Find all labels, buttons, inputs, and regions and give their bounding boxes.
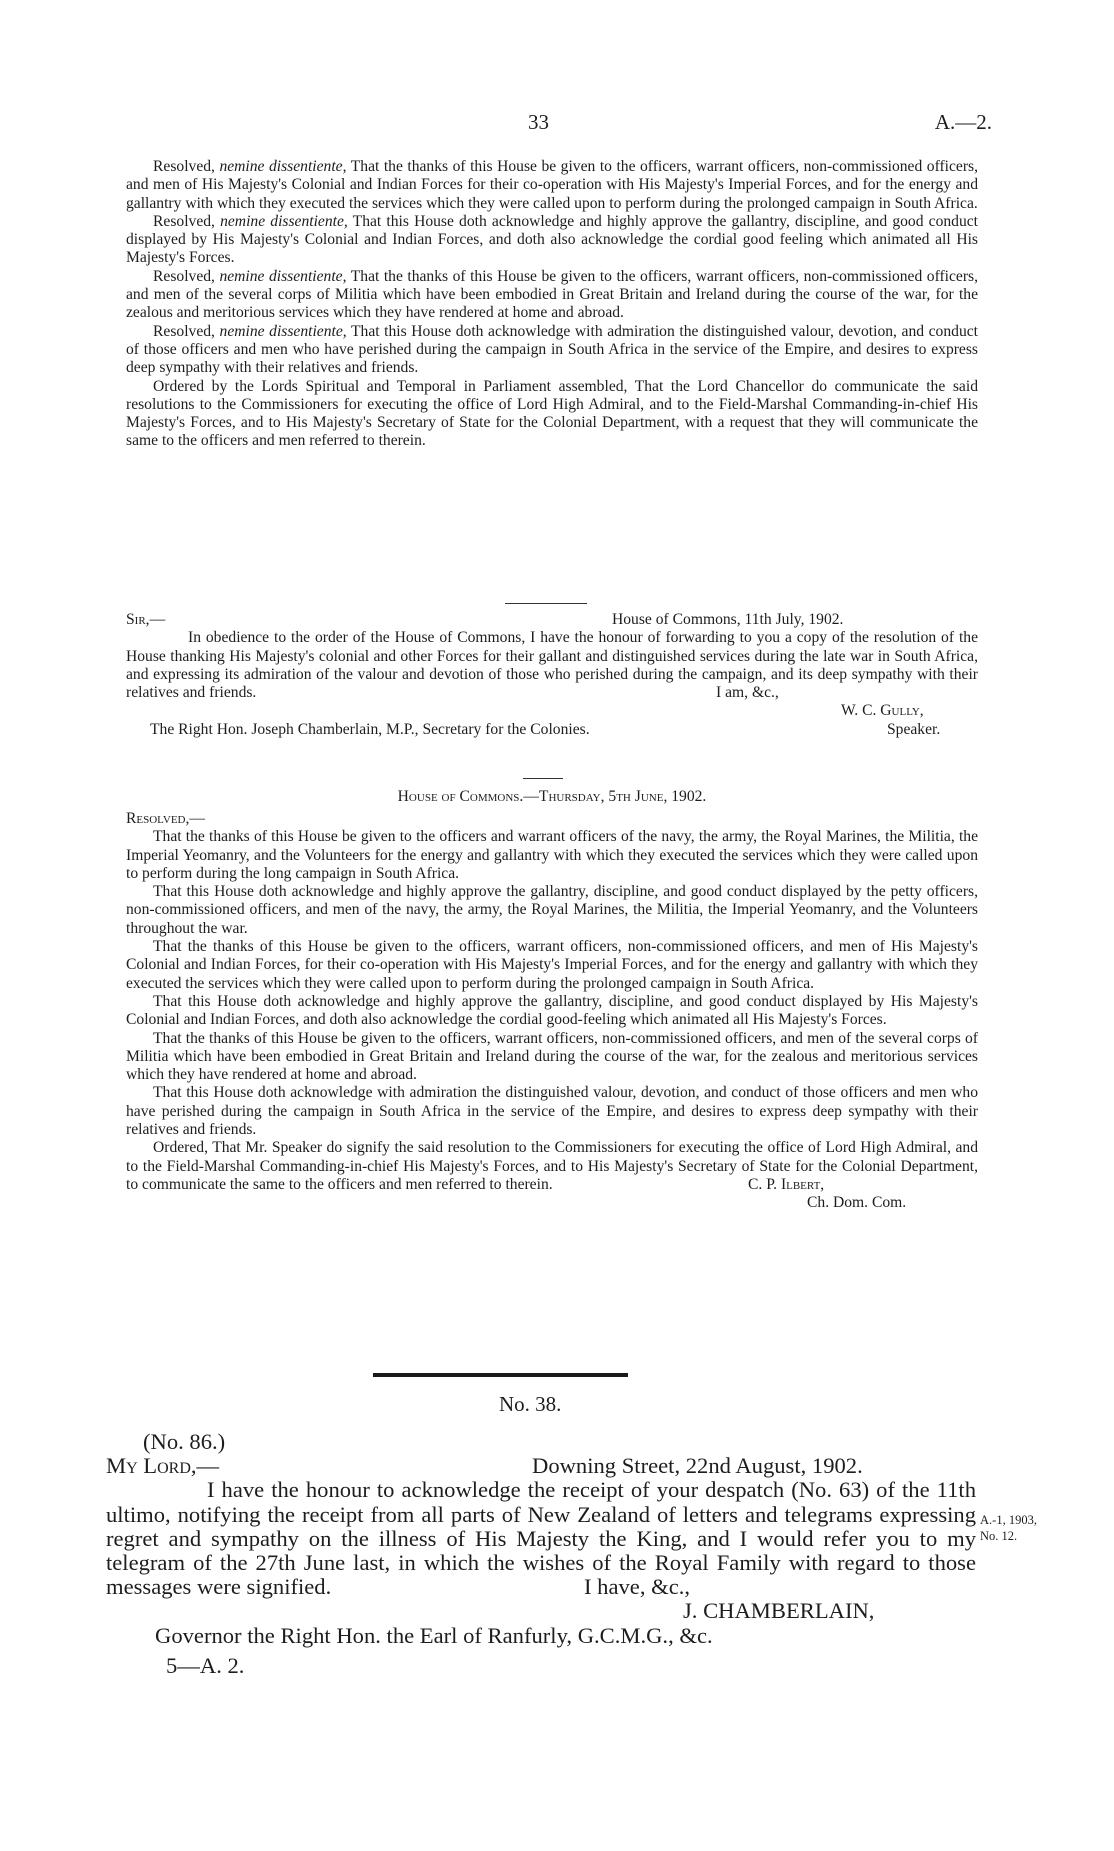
letter-addressee: The Right Hon. Joseph Chamberlain, M.P., Secretary for the Colonies. xyxy=(150,720,590,738)
despatch-closing: I have, &c., xyxy=(584,1574,691,1600)
section-divider xyxy=(523,778,563,779)
despatch-number-heading: No. 38. xyxy=(499,1392,562,1416)
page-footer-signature: 5—A. 2. xyxy=(166,1652,245,1678)
despatch-addressee: Governor the Right Hon. the Earl of Ranfurly, G.C.M.G., &c. xyxy=(155,1622,713,1648)
ordered-paragraph: Ordered by the Lords Spiritual and Temporal in Parliament assembled, That the Lord Chancellor do communicate the said resolutions to the Commissioners for executing the office of Lord High Admiral, and to the Field-Marshal Commanding-in-chief His Majesty's Forces, and to His Majesty's Secretary of State for the Colonial Department, with a request that they will communicate the same to the officers and men referred to therein. xyxy=(126,377,978,450)
heavy-divider xyxy=(373,1373,628,1377)
lords-resolutions xyxy=(126,158,978,451)
resolution-paragraph: Resolved, nemine dissentiente, That this House doth acknowledge and highly approve the gallantry, discipline, and good conduct displayed by His Majesty's Colonial and Indian Forces, and doth also acknowledge the cordial good feeling which animated all His Majesty's Forces. xyxy=(126,212,979,267)
gully-letter xyxy=(126,611,978,739)
letter-signatory-title: Speaker. xyxy=(887,720,941,738)
commons-resolution: That this House doth acknowledge and highly approve the gallantry, discipline, and good conduct displayed by His Majesty's Colonial and Indian Forces, and doth also acknowledge the cordial good-feeling which animated all His Majesty's Forces. xyxy=(126,992,978,1029)
despatch-ref: (No. 86.) xyxy=(143,1429,226,1454)
despatch-salutation: My Lord,— xyxy=(106,1453,220,1479)
page-header xyxy=(0,110,1114,140)
letter-place-date: House of Commons, 11th July, 1902. xyxy=(612,611,844,628)
resolution-paragraph: Resolved, nemine dissentiente, That this House doth acknowledge with admiration the distinguished valour, devotion, and conduct of those officers and men who have perished during the campaign in South Africa in the service of the Empire, and desires to express deep sympathy with their relatives and friends. xyxy=(126,322,978,377)
despatch-signature: J. CHAMBERLAIN, xyxy=(683,1598,875,1624)
resolution-paragraph: Resolved, nemine dissentiente, That the thanks of this House be given to the officers, warrant officers, non-commissioned officers, and men of His Majesty's Colonial and Indian Forces for their co-operation with His Majesty's Imperial Forces, and for the energy and gallantry with which they executed the services which they were called upon to perform during the prolonged campaign in South Africa. xyxy=(126,158,979,212)
letter-closing: I am, &c., xyxy=(716,684,779,702)
resolution-paragraph: Resolved, nemine dissentiente, That the thanks of this House be given to the officers, warrant officers, non-commissioned officers, and men of the several corps of Militia which have been embodied in Great Britain and Ireland during the course of the war, for the zealous and meritorious services which they have rendered at home and abroad. xyxy=(126,267,979,322)
commons-signature: C. P. Ilbert, xyxy=(748,1175,825,1193)
letter-salutation: Sir,— xyxy=(126,611,166,628)
section-divider xyxy=(505,603,587,604)
letter-body: In obedience to the order of the House of Commons, I have the honour of forwarding to you a copy of the resolution of the House thanking His Majesty's colonial and other Forces for their gallant and distinguished services during the late war in South Africa, and expressing its admiration of the valour and devotion of those who perished during the campaign, and its deep sympathy with their relatives and friends. xyxy=(126,629,978,702)
commons-ordered: Ordered, That Mr. Speaker do signify the said resolution to the Commissioners for executing the office of Lord High Admiral, and to the Field-Marshal Commanding-in-chief His Majesty's Forces, and to His Majesty's Secretary of State for the Colonial Department, to communicate the same to the officers and men referred to therein. xyxy=(126,1139,978,1193)
commons-resolution: That the thanks of this House be given to the officers and warrant officers of the navy, the army, the Royal Marines, the Militia, the Imperial Yeomanry, and the Volunteers for the energy and gallantry with which they executed the services which they were called upon to perform during the long campaign in South Africa. xyxy=(126,828,978,882)
page-reference: A.—2. xyxy=(934,110,992,134)
commons-resolution: That this House doth acknowledge with admiration the distinguished valour, devotion, and conduct of those officers and men who have perished during the campaign in South Africa in the service of the Empire, and desires to express deep sympathy with their relatives and friends. xyxy=(126,1084,978,1139)
commons-resolution: That the thanks of this House be given to the officers, warrant officers, non-commissioned officers, and men of the several corps of Militia which have been embodied in Great Britain and Ireland during the course of the war, for the zealous and meritorious services which they have rendered at home and abroad. xyxy=(126,1029,978,1084)
commons-resolutions xyxy=(126,788,978,1213)
commons-resolution: That the thanks of this House be given to the officers, warrant officers, non-commissioned officers, and men of His Majesty's Colonial and Indian Forces, for their co-operation with His Majesty's Imperial Forces, and for the energy and gallantry with which they executed the services which they were called upon to perform during the prolonged campaign in South Africa. xyxy=(126,938,978,992)
despatch-body: I have the honour to acknowledge the receipt of your despatch (No. 63) of the 11th ultimo, notifying the receipt from all parts of New Zealand of letters and telegrams expressing regret and sympathy on the illness of His Majesty the King, and I would refer you to my telegram of the 27th June last, in which the wishes of the Royal Family with regard to those messages were signified. xyxy=(106,1477,976,1600)
resolved-label: Resolved,— xyxy=(126,810,205,827)
letter-signature: W. C. Gully, xyxy=(841,702,924,720)
commons-resolution: That this House doth acknowledge and highly approve the gallantry, discipline, and good conduct displayed by the petty officers, non-commissioned officers, and men of the navy, the army, the Royal Marines, the Militia, the Imperial Yeomanry, and the Volunteers throughout the war. xyxy=(126,883,978,937)
page-number: 33 xyxy=(528,110,549,134)
margin-note: A.-1, 1903, No. 12. xyxy=(980,1513,1037,1543)
despatch-place-date: Downing Street, 22nd August, 1902. xyxy=(532,1453,863,1479)
despatch-38 xyxy=(106,1430,976,1678)
commons-signatory-title: Ch. Dom. Com. xyxy=(807,1194,907,1212)
commons-heading: House of Commons.—Thursday, 5th June, 1902. xyxy=(397,788,707,805)
